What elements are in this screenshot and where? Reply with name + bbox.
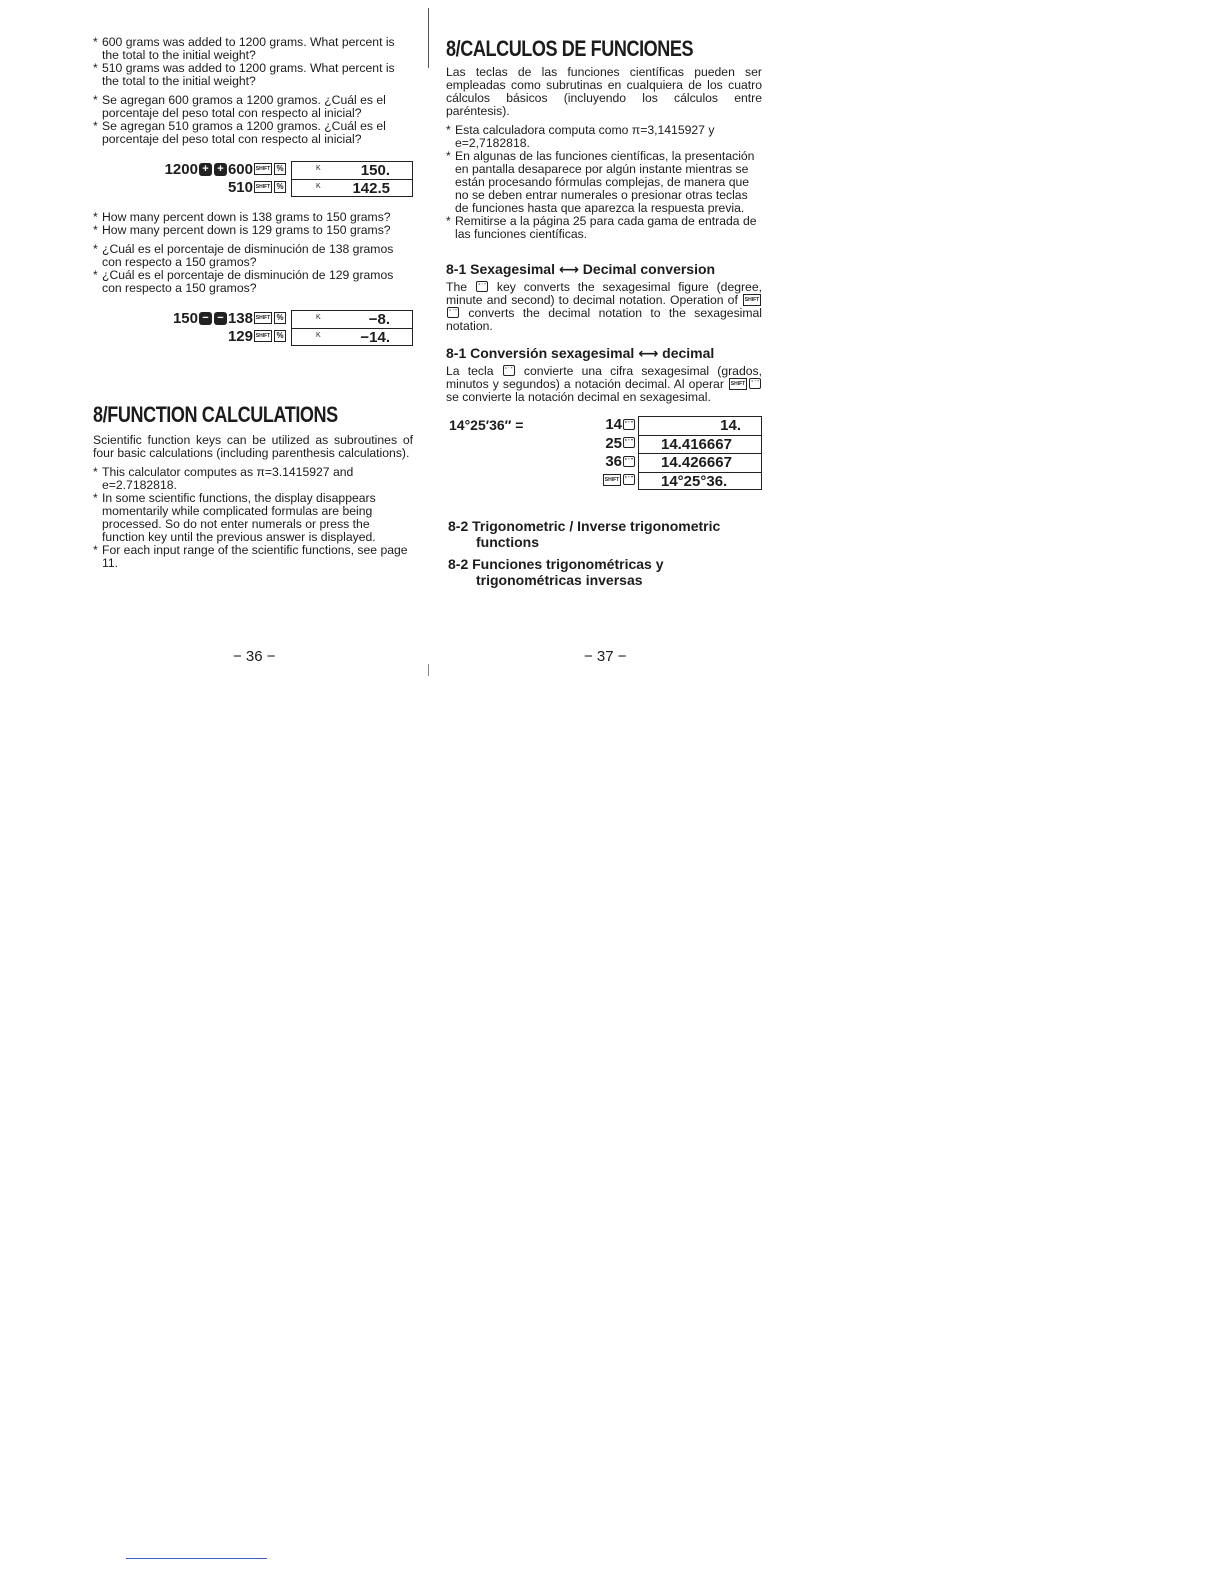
key-sequence-row — [93, 310, 413, 328]
note: * Remitirse a la página 25 para cada gama de entrada de las funciones científicas. — [446, 215, 762, 241]
percent-key-icon: % — [274, 163, 286, 175]
left-page — [93, 36, 413, 570]
display-value: 14.426667 — [661, 454, 732, 471]
dms-key-icon: ° ′ ″ — [749, 378, 761, 389]
questions-en-1 — [93, 36, 413, 88]
display-readout — [291, 179, 413, 197]
note: * In some scientific functions, the display disappears momentarily while complicated formulas are being processed. So do not enter numerals or press the function key until the previous answer is displayed. — [93, 492, 413, 544]
key-sequence — [595, 453, 638, 472]
notes-list — [93, 466, 413, 570]
number: 510 — [227, 179, 253, 196]
page-divider — [428, 8, 429, 68]
dms-expression: 14°25′36″ = — [449, 417, 524, 433]
number: 36 — [605, 453, 622, 470]
display-value: −14. — [360, 329, 390, 346]
notes-list — [446, 124, 762, 241]
key-sequence-row — [93, 161, 413, 179]
dms-key-icon: ° ′ ″ — [503, 365, 515, 376]
display-value: 14. — [720, 417, 741, 434]
page-number: − 37 − — [584, 648, 627, 665]
shift-key-icon: SHIFT — [603, 474, 621, 486]
questions-es-1 — [93, 94, 413, 146]
right-page — [446, 36, 762, 588]
number: 150 — [172, 310, 198, 327]
text-span: converts the decimal notation to the sexagesimal notation. — [446, 306, 763, 333]
dms-key-icon: ° ′ ″ — [623, 456, 635, 467]
number: 129 — [227, 328, 253, 345]
number: 1200 — [164, 161, 198, 178]
key-sequence-row — [93, 179, 413, 197]
question: * How many percent down is 138 grams to 150 grams? — [93, 211, 413, 224]
subsection-title: 8-1 Conversión sexagesimal ⟷ decimal — [446, 345, 715, 361]
subsection-title: 8-1 Sexagesimal ⟷ Decimal conversion — [446, 261, 716, 277]
display-value: 14°25°36. — [661, 472, 728, 490]
key-sequence — [93, 328, 291, 346]
dms-key-icon: ° ′ ″ — [476, 281, 488, 292]
note: * For each input range of the scientific functions, see page 11. — [93, 544, 413, 570]
number: 600 — [227, 161, 253, 178]
minus-key-icon: − — [214, 312, 227, 325]
key-sequence — [93, 179, 291, 197]
text-span: La tecla — [446, 364, 494, 378]
display-readout — [638, 435, 762, 454]
constant-flag: K — [316, 165, 321, 172]
shift-key-icon: SHIFT — [254, 312, 272, 324]
display-value: −8. — [368, 311, 390, 328]
section-heading: 8/FUNCTION CALCULATIONS — [93, 402, 338, 427]
questions-en-2 — [93, 211, 413, 237]
subsection-title: 8-2 Trigonometric / Inverse trigonometric functions — [448, 518, 721, 550]
display-value: 150. — [360, 162, 390, 179]
note: * En algunas de las funciones científicas, la presentación en pantalla desaparece por algún instante mientras se están procesando fórmulas complejas, de manera que no se deben entrar numerales o presionar otras teclas de funciones hasta que aparezca la respuesta previa. — [446, 150, 762, 215]
key-sequence — [595, 435, 638, 454]
note: * This calculator computes as π=3.1415927 and e=2.7182818. — [93, 466, 413, 492]
footer-rule — [126, 1558, 267, 1559]
dms-example-row — [449, 435, 762, 454]
page-divider-lower — [428, 664, 429, 676]
page-number: − 36 − — [233, 648, 276, 665]
plus-key-icon: + — [199, 163, 212, 176]
subsection-paragraph — [446, 365, 762, 404]
display-readout — [638, 453, 762, 472]
shift-key-icon: SHIFT — [729, 378, 747, 390]
question: * 510 grams was added to 1200 grams. What percent is the total to the initial weight? — [93, 62, 413, 88]
percent-key-icon: % — [274, 312, 286, 324]
question: * 600 grams was added to 1200 grams. What percent is the total to the initial weight? — [93, 36, 413, 62]
key-sequence — [595, 472, 638, 491]
question: * Se agregan 600 gramos a 1200 gramos. ¿Cuál es el porcentaje del peso total con respecto al inicial? — [93, 94, 413, 120]
text-span: key converts the sexagesimal figure (degree, minute and second) to decimal notation. Operation of — [446, 280, 763, 307]
intro-paragraph: Las teclas de las funciones científicas pueden ser empleadas como subrutinas en cualquiera de los cuatro cálculos básicos (incluyendo los cálculos entre paréntesis). — [446, 65, 762, 118]
shift-key-icon: SHIFT — [254, 330, 272, 342]
percent-key-icon: % — [274, 181, 286, 193]
minus-key-icon: − — [199, 312, 212, 325]
display-readout — [291, 328, 413, 346]
questions-es-2 — [93, 243, 413, 295]
key-sequence-row — [93, 328, 413, 346]
key-sequence — [595, 416, 638, 435]
section-heading: 8/CALCULOS DE FUNCIONES — [446, 36, 694, 61]
number: 138 — [227, 310, 253, 327]
key-sequence — [93, 310, 291, 328]
key-sequence — [93, 161, 291, 179]
display-readout — [291, 310, 413, 328]
display-readout — [638, 416, 762, 435]
plus-key-icon: + — [214, 163, 227, 176]
question: * Se agregan 510 gramos a 1200 gramos. ¿Cuál es el porcentaje del peso total con respecto al inicial? — [93, 120, 413, 146]
dms-example-row — [449, 453, 762, 472]
dms-example-row — [449, 416, 762, 435]
note: * Esta calculadora computa como π=3,1415927 y e=2,7182818. — [446, 124, 762, 150]
question: * How many percent down is 129 grams to 150 grams? — [93, 224, 413, 237]
question: * ¿Cuál es el porcentaje de disminución de 138 gramos con respecto a 150 gramos? — [93, 243, 413, 269]
dms-key-icon: ° ′ ″ — [447, 307, 459, 318]
question: * ¿Cuál es el porcentaje de disminución de 129 gramos con respecto a 150 gramos? — [93, 269, 413, 295]
number: 14 — [605, 416, 622, 433]
example-1 — [93, 161, 413, 197]
percent-key-icon: % — [274, 330, 286, 342]
dms-key-icon: ° ′ ″ — [623, 474, 635, 485]
text-span: The — [446, 280, 468, 294]
dms-example-row — [449, 472, 762, 491]
text-span: se convierte la notación decimal en sexagesimal. — [446, 390, 711, 404]
shift-key-icon: SHIFT — [254, 181, 272, 193]
shift-key-icon: SHIFT — [743, 294, 761, 306]
text-span: convierte una cifra sexagesimal (grados, minutos y segundos) a notación decimal. Al operar — [446, 364, 762, 391]
shift-key-icon: SHIFT — [254, 163, 272, 175]
dms-key-icon: ° ′ ″ — [623, 419, 635, 430]
constant-flag: K — [316, 332, 321, 339]
constant-flag: K — [316, 183, 321, 190]
dms-key-icon: ° ′ ″ — [623, 437, 635, 448]
display-value: 142.5 — [352, 180, 390, 197]
display-value: 14.416667 — [661, 435, 732, 453]
intro-paragraph: Scientific function keys can be utilized as subroutines of four basic calculations (including parenthesis calculations). — [93, 433, 413, 460]
display-readout — [291, 161, 413, 179]
number: 25 — [605, 434, 622, 452]
example-2 — [93, 310, 413, 346]
constant-flag: K — [316, 314, 321, 321]
subsection-paragraph — [446, 281, 762, 333]
display-readout — [638, 472, 762, 491]
subsection-title: 8-2 Funciones trigonométricas y trigonométricas inversas — [448, 556, 664, 588]
dms-example — [446, 416, 762, 490]
